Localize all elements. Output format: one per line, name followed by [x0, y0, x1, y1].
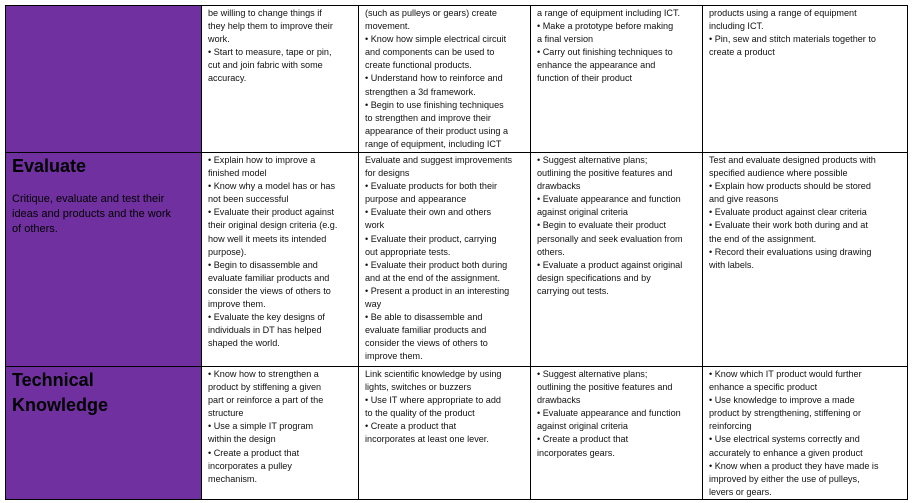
criteria-text-line: • Evaluate the key designs of — [208, 312, 325, 323]
criteria-text-line: part or reinforce a part of the — [208, 395, 324, 406]
stage-criteria-cell — [703, 6, 908, 153]
criteria-text-line: movement. — [365, 21, 410, 32]
criteria-text-line: drawbacks — [537, 395, 581, 406]
table-row — [6, 367, 908, 500]
criteria-text-line: against original criteria — [537, 207, 628, 218]
row-heading-description — [12, 192, 195, 237]
row-heading-title-line: Knowledge — [12, 395, 109, 415]
criteria-text-line: product by stiffening a given — [208, 382, 322, 393]
criteria-text-line: out appropriate tests. — [365, 246, 451, 257]
criteria-text-line: drawbacks — [537, 181, 581, 192]
criteria-text-line: • Evaluate their product against — [208, 207, 335, 218]
criteria-text-line: structure — [208, 408, 244, 419]
criteria-text-line: evaluate familiar products and — [208, 272, 330, 283]
criteria-text-line: • Begin to disassemble and — [208, 259, 318, 270]
criteria-text-line: to strengthen and improve their — [365, 112, 491, 123]
row-heading-description-line: of others. — [12, 223, 58, 235]
criteria-text-line: personally and seek evaluation from — [537, 233, 683, 244]
criteria-text-line: outlining the positive features and — [537, 168, 673, 179]
criteria-text-line: • Pin, sew and stitch materials together to — [709, 34, 876, 45]
criteria-text-line: a final version — [537, 34, 594, 45]
criteria-text-line: be willing to change things if — [208, 8, 322, 18]
criteria-text-line: design specifications and by — [537, 272, 651, 283]
stage-criteria-cell — [202, 6, 359, 153]
stage-criteria-cell — [531, 153, 703, 367]
criteria-text-line: how well it meets its intended — [208, 233, 327, 244]
criteria-text-line: • Know how simple electrical circuit — [365, 34, 507, 45]
criteria-text-line: work. — [208, 34, 230, 45]
criteria-text-line: others. — [537, 246, 565, 257]
criteria-text-line: create functional products. — [365, 60, 472, 71]
stage-criteria-cell — [359, 367, 531, 500]
criteria-text-line: way — [365, 299, 382, 310]
criteria-text-line: • Explain how to improve a — [208, 155, 316, 165]
criteria-text-line: • Create a product that — [365, 421, 457, 432]
criteria-text-line: against original criteria — [537, 421, 628, 432]
row-heading-title-line: Evaluate — [12, 156, 87, 176]
criteria-text-line: consider the views of others to — [365, 338, 488, 349]
criteria-text-line: the end of the assignment. — [709, 233, 817, 244]
criteria-text-line: • Present a product in an interesting — [365, 285, 510, 296]
criteria-text-line: shaped the world. — [208, 338, 280, 349]
criteria-text-line: including ICT. — [709, 21, 764, 32]
criteria-text-line: (such as pulleys or gears) create — [365, 8, 497, 18]
stage-criteria-cell — [202, 367, 359, 500]
criteria-text-line: within the design — [208, 434, 276, 445]
criteria-text-line: incorporates a pulley — [208, 460, 292, 471]
criteria-text-line: they help them to improve their — [208, 21, 333, 32]
stage-criteria-cell — [202, 153, 359, 367]
dt-skills-table — [5, 5, 908, 500]
criteria-text-line: appearance of their product using a — [365, 125, 509, 136]
criteria-text-line: • Evaluate products for both their — [365, 181, 498, 192]
criteria-text-line: to the quality of the product — [365, 408, 475, 419]
criteria-text-line: function of their product — [537, 73, 633, 84]
table-row — [6, 6, 908, 153]
criteria-text-line: accuracy. — [208, 73, 247, 84]
criteria-text-line: evaluate familiar products and — [365, 325, 487, 336]
criteria-text-line: carrying out tests. — [537, 285, 609, 296]
criteria-text-line: specified audience where possible — [709, 168, 848, 179]
criteria-text-line: incorporates gears. — [537, 447, 615, 458]
criteria-text-line: individuals in DT has helped — [208, 325, 322, 336]
criteria-text-line: and components can be used to — [365, 47, 495, 58]
criteria-text-line: Test and evaluate designed products with — [709, 155, 876, 165]
criteria-text-line: • Start to measure, tape or pin, — [208, 47, 332, 58]
criteria-text-line: lights, switches or buzzers — [365, 382, 472, 393]
criteria-text-line: for designs — [365, 168, 410, 179]
criteria-text-line: • Evaluate appearance and function — [537, 194, 681, 205]
criteria-text-line: products using a range of equipment — [709, 8, 857, 18]
criteria-text-line: improve them. — [208, 299, 266, 310]
criteria-text-line: cut and join fabric with some — [208, 60, 323, 71]
criteria-text-line: • Carry out finishing techniques to — [537, 47, 673, 58]
criteria-text-line: • Know how to strengthen a — [208, 369, 319, 379]
criteria-text-line: Evaluate and suggest improvements — [365, 155, 513, 165]
row-heading-title — [12, 154, 195, 179]
row-heading-cell — [6, 6, 202, 153]
criteria-text-line: • Evaluate product against clear criteria — [709, 207, 867, 218]
stage-criteria-cell — [359, 6, 531, 153]
criteria-text-line: • Use electrical systems correctly and — [709, 434, 860, 445]
criteria-text-line: • Use knowledge to improve a made — [709, 395, 855, 406]
criteria-text-line: create a product — [709, 47, 775, 58]
criteria-text-line: • Understand how to reinforce and — [365, 73, 503, 84]
criteria-text-line: with labels. — [709, 259, 754, 270]
criteria-text-line: • Be able to disassemble and — [365, 312, 483, 323]
criteria-text-line: outlining the positive features and — [537, 382, 673, 393]
criteria-text-line: • Suggest alternative plans; — [537, 369, 648, 379]
criteria-text-line: improve them. — [365, 351, 423, 362]
criteria-text-line: • Make a prototype before making — [537, 21, 674, 32]
criteria-text-line: their original design criteria (e.g. — [208, 220, 338, 231]
criteria-text-line: finished model — [208, 168, 267, 179]
criteria-text-line: enhance a specific product — [709, 382, 818, 393]
criteria-text-line: • Know why a model has or has — [208, 181, 336, 192]
criteria-text-line: • Evaluate their own and others — [365, 207, 492, 218]
criteria-text-line: • Evaluate a product against original — [537, 259, 683, 270]
criteria-text-line: improved by either the use of pulleys, — [709, 473, 860, 484]
stage-criteria-cell — [531, 6, 703, 153]
row-heading-cell — [6, 153, 202, 367]
criteria-text-line: • Know when a product they have made is — [709, 460, 879, 471]
stage-criteria-cell — [703, 367, 908, 500]
table-row — [6, 153, 908, 367]
criteria-text-line: strengthen a 3d framework. — [365, 86, 476, 97]
criteria-text-line: work — [365, 220, 385, 231]
row-heading-description-line: ideas and products and the work — [12, 208, 171, 220]
criteria-text-line: • Create a product that — [208, 447, 300, 458]
criteria-text-line: Link scientific knowledge by using — [365, 369, 502, 379]
stage-criteria-cell — [703, 153, 908, 367]
row-heading-title-line: Technical — [12, 370, 94, 390]
criteria-text-line: incorporates at least one lever. — [365, 434, 489, 445]
criteria-text-line: • Use IT where appropriate to add — [365, 395, 501, 406]
criteria-text-line: • Evaluate appearance and function — [537, 408, 681, 419]
criteria-text-line: • Know which IT product would further — [709, 369, 862, 379]
criteria-text-line: range of equipment, including ICT — [365, 138, 502, 149]
criteria-text-line: product by strengthening, stiffening or — [709, 408, 861, 419]
criteria-text-line: and at the end of the assignment. — [365, 272, 500, 283]
stage-criteria-cell — [359, 153, 531, 367]
row-heading-description-line: Critique, evaluate and test their — [12, 193, 165, 205]
criteria-text-line: • Evaluate their product both during — [365, 259, 508, 270]
criteria-text-line: • Explain how products should be stored — [709, 181, 871, 192]
criteria-text-line: • Begin to use finishing techniques — [365, 99, 504, 110]
criteria-text-line: consider the views of others to — [208, 285, 331, 296]
criteria-text-line: levers or gears. — [709, 486, 772, 497]
criteria-text-line: enhance the appearance and — [537, 60, 656, 71]
criteria-text-line: • Evaluate their work both during and at — [709, 220, 868, 231]
criteria-text-line: • Record their evaluations using drawing — [709, 246, 872, 257]
criteria-text-line: reinforcing — [709, 421, 752, 432]
criteria-text-line: mechanism. — [208, 473, 258, 484]
row-heading-title — [12, 368, 195, 418]
criteria-text-line: purpose). — [208, 246, 247, 257]
stage-criteria-cell — [531, 367, 703, 500]
criteria-text-line: • Evaluate their product, carrying — [365, 233, 497, 244]
criteria-text-line: • Use a simple IT program — [208, 421, 314, 432]
criteria-text-line: accurately to enhance a given product — [709, 447, 863, 458]
criteria-text-line: not been successful — [208, 194, 289, 205]
criteria-text-line: and give reasons — [709, 194, 779, 205]
criteria-text-line: a range of equipment including ICT. — [537, 8, 681, 18]
criteria-text-line: • Suggest alternative plans; — [537, 155, 648, 165]
criteria-text-line: • Begin to evaluate their product — [537, 220, 667, 231]
criteria-text-line: purpose and appearance — [365, 194, 467, 205]
row-heading-cell — [6, 367, 202, 500]
criteria-text-line: • Create a product that — [537, 434, 629, 445]
